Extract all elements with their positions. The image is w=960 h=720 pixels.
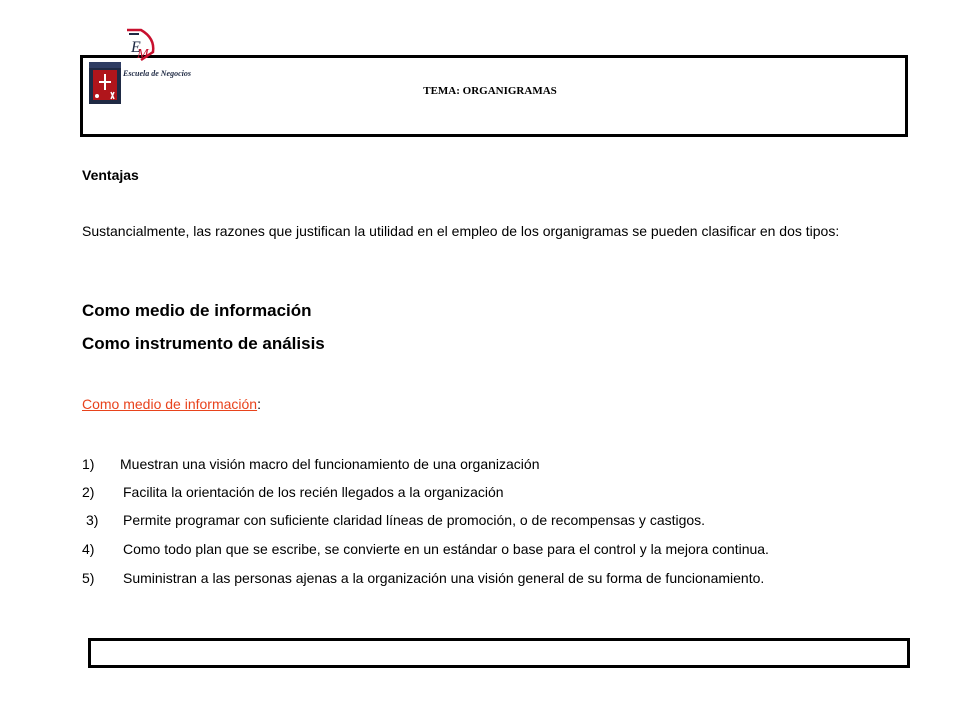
logo-text: Escuela de Negocios <box>123 69 191 78</box>
em-monogram-icon <box>127 30 153 62</box>
type-heading-information: Como medio de información <box>82 301 312 320</box>
list-item-number: 1) <box>82 456 95 472</box>
school-logo <box>83 26 191 112</box>
list-item <box>82 570 764 586</box>
list-item <box>82 484 504 500</box>
svg-text:M: M <box>137 47 149 62</box>
list-item-number: 5) <box>82 570 95 586</box>
list-item-text: Facilita la orientación de los recién llegados a la organización <box>123 484 504 500</box>
subheading <box>82 396 261 412</box>
subheading-colon: : <box>257 396 261 412</box>
list-item-text: Permite programar con suficiente claridad líneas de promoción, o de recompensas y castigos. <box>123 512 706 528</box>
subheading-link[interactable]: Como medio de información <box>82 396 258 412</box>
list-item-number: 3) <box>86 512 99 528</box>
footer-box <box>88 638 910 668</box>
page-title: TEMA: ORGANIGRAMAS <box>423 85 557 97</box>
list-item <box>82 456 539 472</box>
list-item <box>86 512 705 528</box>
list-item <box>82 541 769 557</box>
svg-text:E: E <box>131 39 141 56</box>
list-item-number: 4) <box>82 541 95 557</box>
section-title: Ventajas <box>82 167 139 183</box>
list-item-text: Suministran a las personas ajenas a la organización una visión general de su forma de funcionamiento. <box>123 570 765 586</box>
shield-icon <box>89 62 121 104</box>
intro-paragraph: Sustancialmente, las razones que justifican la utilidad en el empleo de los organigramas se pueden clasificar en dos tipos: <box>82 223 840 239</box>
list-item-number: 2) <box>82 484 95 500</box>
type-heading-analysis: Como instrumento de análisis <box>82 334 325 353</box>
list-item-text: Como todo plan que se escribe, se convierte en un estándar o base para el control y la mejora continua. <box>123 541 769 557</box>
list-item-text: Muestran una visión macro del funcionamiento de una organización <box>120 456 540 472</box>
